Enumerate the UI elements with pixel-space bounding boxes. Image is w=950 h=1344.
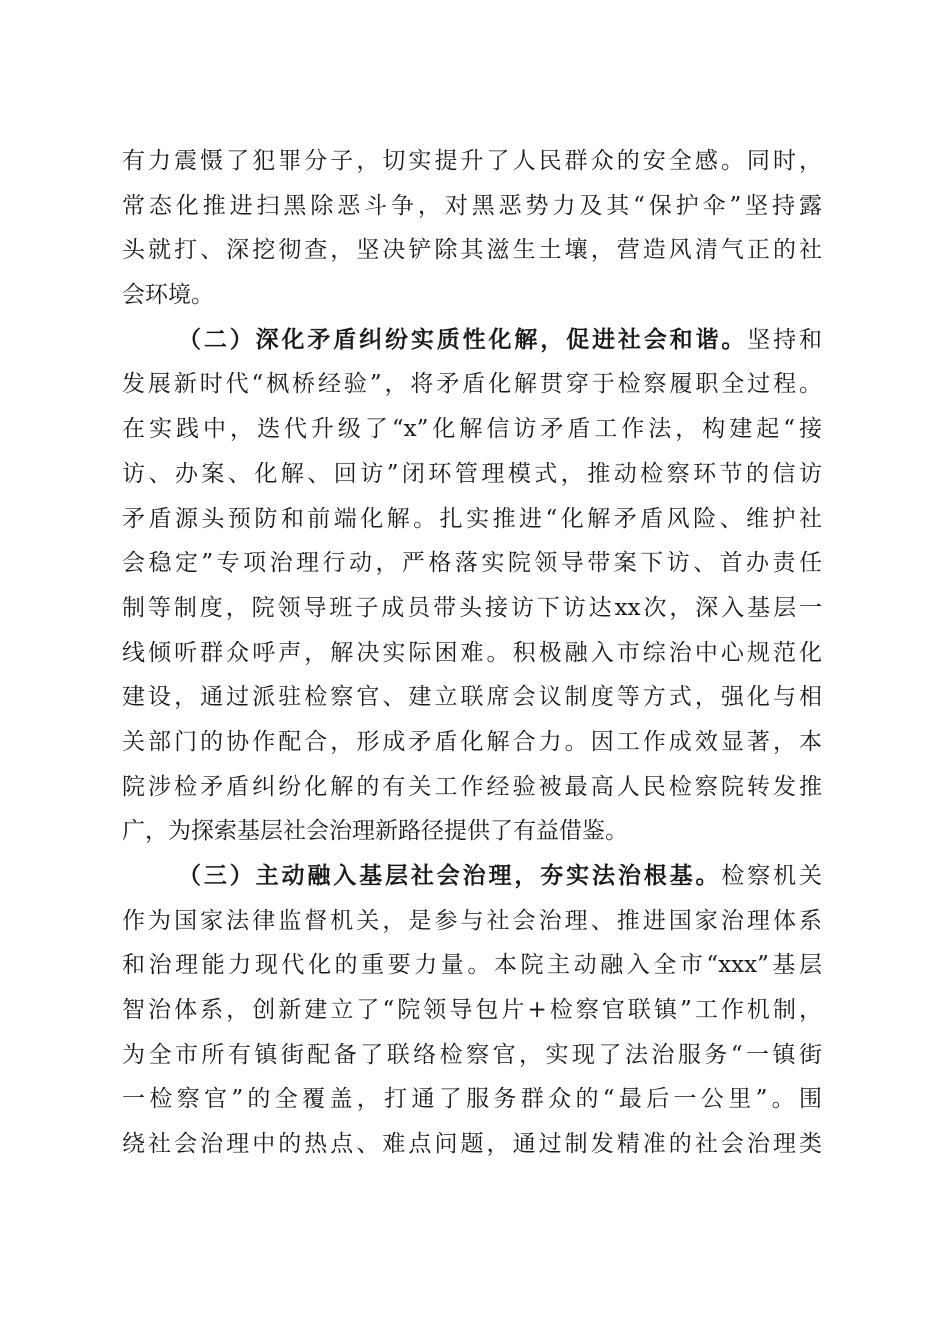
text-line: 制等制度，院领导班子成员带头接访下访达xx次，深入基层一 (122, 594, 822, 621)
section-heading: （三）主动融入基层社会治理，夯实法治根基。 (178, 862, 722, 889)
text-line (122, 318, 822, 363)
paragraph-2 (122, 318, 822, 854)
text-run: 坚持和 (747, 326, 822, 353)
text-line: 和治理能力现代化的重要力量。本院主动融入全市“xxx”基层 (122, 952, 822, 979)
text-line: 作为国家法律监督机关，是参与社会治理、推进国家治理体系 (122, 907, 822, 934)
text-line: 线倾听群众呼声，解决实际困难。积极融入市综治中心规范化 (122, 639, 822, 666)
text-line: 为全市所有镇街配备了联络检察官，实现了法治服务“一镇街 (122, 1041, 822, 1068)
paragraph-1 (122, 139, 822, 318)
section-heading: （二）深化矛盾纠纷实质性化解，促进社会和谐。 (178, 325, 748, 353)
text-run: 检察机关 (721, 863, 822, 889)
text-line (122, 854, 822, 899)
text-line: 院涉检矛盾纠纷化解的有关工作经验被最高人民检察院转发推 (122, 773, 822, 800)
text-line: 矛盾源头预防和前端化解。扎实推进“化解矛盾风险、维护社 (122, 505, 822, 532)
text-line: 发展新时代“枫桥经验”，将矛盾化解贯穿于检察履职全过程。 (122, 371, 822, 398)
text-line: 一检察官”的全覆盖，打通了服务群众的“最后一公里”。围 (122, 1086, 822, 1113)
text-line: 常态化推进扫黑除恶斗争，对黑恶势力及其“保护伞”坚持露 (122, 192, 822, 219)
text-line: 在实践中，迭代升级了“x”化解信访矛盾工作法，构建起“接 (122, 416, 822, 443)
text-line: 会稳定”专项治理行动，严格落实院领导带案下访、首办责任 (122, 550, 822, 577)
text-line: 有力震慑了犯罪分子，切实提升了人民群众的安全感。同时， (122, 148, 822, 174)
paragraph-3 (122, 854, 822, 1167)
text-line: 智治体系，创新建立了“院领导包片+检察官联镇”工作机制， (122, 997, 822, 1024)
text-line: 头就打、深挖彻查，坚决铲除其滋生土壤，营造风清气正的社 (122, 237, 822, 264)
text-line: 广，为探索基层社会治理新路径提供了有益借鉴。 (122, 818, 628, 845)
text-line: 会环境。 (122, 282, 214, 309)
text-line: 关部门的协作配合，形成矛盾化解合力。因工作成效显著，本 (122, 728, 822, 755)
document-page (122, 139, 822, 1167)
text-line: 建设，通过派驻检察官、建立联席会议制度等方式，强化与相 (122, 684, 822, 711)
text-line: 访、办案、化解、回访”闭环管理模式，推动检察环节的信访 (122, 460, 822, 487)
text-line: 绕社会治理中的热点、难点问题，通过制发精准的社会治理类 (122, 1131, 822, 1158)
